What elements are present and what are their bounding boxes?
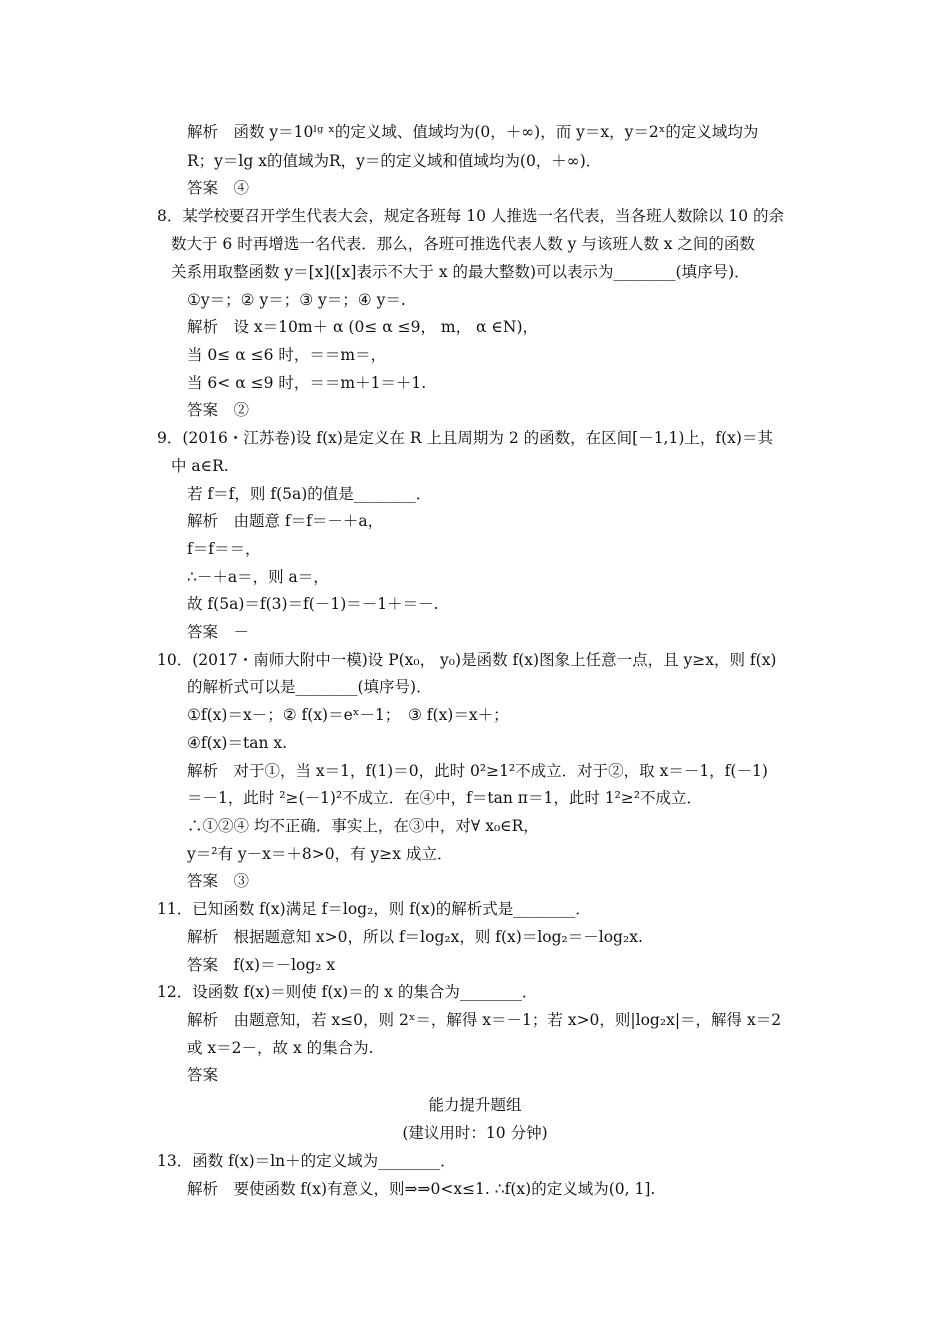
q9-stem-line-1: 9．(2016・江苏卷)设 f(x)是定义在 R 上且周期为 2 的函数，在区间[－1,1)上，f(x)＝其: [157, 429, 773, 447]
q9-analysis-line-1: 解析 由题意 f＝f＝－＋a，: [187, 512, 384, 530]
section-subtitle: (建议用时：10 分钟): [402, 1124, 548, 1142]
q8-answer: 答案 ②: [187, 401, 250, 419]
q11-answer: 答案 f(x)＝－log₂ x: [187, 956, 336, 974]
q7-analysis-line-1: 解析 函数 y＝10ˡᵍ ˣ的定义域、值域均为(0，＋∞)，而 y＝x，y＝2ˣ的定义域均为: [187, 123, 759, 141]
q8-analysis-line-2: 当 0≤ α ≤6 时，＝＝m＝，: [187, 346, 387, 364]
q8-analysis-line-1: 解析 设 x＝10m＋ α (0≤ α ≤9， m， α ∈N)，: [187, 318, 539, 336]
q8-stem-line-3: 关系用取整函数 y＝[x]([x]表示不大于 x 的最大整数)可以表示为________(填序号)．: [171, 263, 750, 281]
q10-stem-line-1: 10．(2017・南师大附中一模)设 P(x₀， y₀)是函数 f(x)图象上任意一点，且 y≥x，则 f(x): [157, 651, 777, 669]
q10-options-line-2: ④f(x)＝tan x.: [187, 734, 288, 752]
q10-analysis-line-1: 解析 对于①，当 x＝1，f(1)＝0，此时 0²≥1²不成立．对于②，取 x＝－1，f(－1): [187, 762, 768, 780]
q10-analysis-line-3: ∴①②④ 均不正确．事实上，在③中，对∀ x₀∈R，: [187, 817, 539, 835]
q12-stem: 12．设函数 f(x)＝则使 f(x)＝的 x 的集合为________．: [157, 983, 538, 1001]
q8-stem-line-1: 8．某学校要召开学生代表大会，规定各班每 10 人推选一名代表，当各班人数除以 10 的余: [157, 207, 785, 225]
q10-stem-line-2: 的解析式可以是________(填序号)．: [187, 678, 432, 696]
q9-stem-line-2: 中 a∈R.: [171, 457, 229, 475]
q11-stem: 11．已知函数 f(x)满足 f＝log₂，则 f(x)的解析式是________．: [157, 900, 591, 918]
q12-answer: 答案: [187, 1066, 219, 1084]
q8-stem-line-2: 数大于 6 时再增选一名代表．那么，各班可推选代表人数 y 与该班人数 x 之间的函数: [171, 235, 755, 253]
q7-analysis-line-2: R；y＝lg x的值域为R，y＝的定义域和值域均为(0，＋∞)．: [187, 152, 602, 170]
q8-options: ①y＝；② y＝；③ y＝；④ y＝.: [187, 291, 406, 309]
q12-analysis-line-2: 或 x＝2－，故 x 的集合为.: [187, 1039, 374, 1057]
q10-analysis-line-2: ＝－1，此时 ²≥(－1)²不成立．在④中，f＝tan π＝1，此时 1²≥²不成立．: [187, 789, 703, 807]
q10-analysis-line-4: y＝²有 y－x＝＋8>0，有 y≥x 成立．: [187, 845, 453, 863]
q13-stem: 13．函数 f(x)＝ln＋的定义域为________．: [157, 1152, 456, 1170]
q10-options-line-1: ①f(x)＝x－；② f(x)＝eˣ－1； ③ f(x)＝x＋；: [187, 706, 509, 724]
q7-answer: 答案 ④: [187, 179, 250, 197]
q8-analysis-line-3: 当 6< α ≤9 时，＝＝m＋1＝＋1.: [187, 374, 427, 392]
q11-analysis: 解析 根据题意知 x>0，所以 f＝log₂x，则 f(x)＝log₂＝－log₂x.: [187, 928, 643, 946]
section-title: 能力提升题组: [428, 1096, 522, 1114]
q9-analysis-line-3: ∴－＋a＝，则 a＝，: [187, 568, 329, 586]
q12-analysis-line-1: 解析 由题意知，若 x≤0，则 2ˣ＝，解得 x＝－1；若 x>0，则|log₂x|＝，解得 x＝2: [187, 1011, 782, 1029]
q9-analysis-line-4: 故 f(5a)＝f(3)＝f(－1)＝－1＋＝－.: [187, 595, 439, 613]
q9-answer: 答案 －: [187, 623, 250, 641]
q13-analysis: 解析 要使函数 f(x)有意义，则⇒⇒0<x≤1. ∴f(x)的定义域为(0, 1].: [187, 1180, 656, 1198]
q9-stem-line-3: 若 f＝f，则 f(5a)的值是________．: [187, 485, 432, 503]
q10-answer: 答案 ③: [187, 872, 250, 890]
q9-analysis-line-2: f＝f＝＝，: [187, 540, 261, 558]
